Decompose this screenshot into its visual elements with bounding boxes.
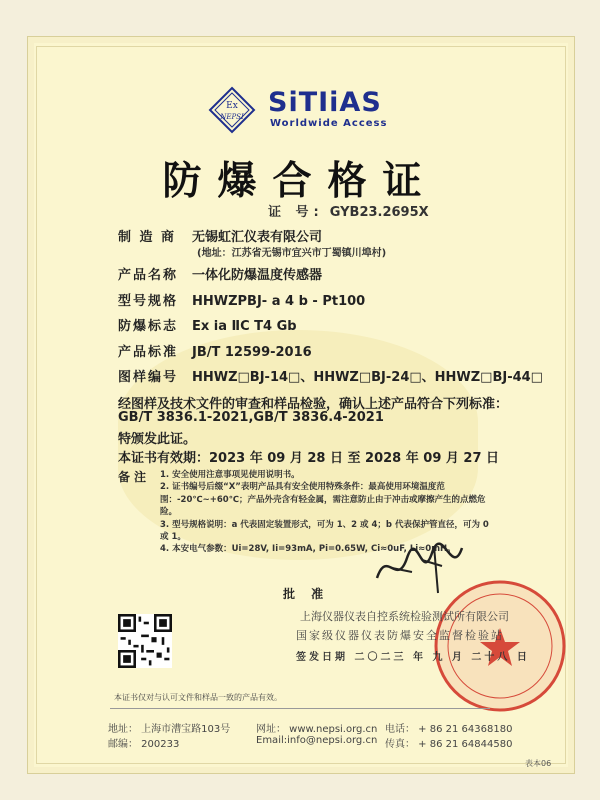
drawing-value: HHWZ□BJ-14□、HHWZ□BJ-24□、HHWZ□BJ-44□ bbox=[192, 370, 543, 385]
drawing-label: 图样编号 bbox=[118, 370, 179, 385]
model-row bbox=[118, 290, 365, 309]
note-item: 2. 证书编号后缀“X”表明产品具有安全使用特殊条件：最高使用环境温度范围：-20℃~+60℃；产品外壳含有轻金属，需注意防止由于冲击或摩擦产生的点燃危险。 bbox=[160, 482, 486, 518]
certificate-title: 防爆合格证 bbox=[162, 158, 438, 204]
manufacturer-row bbox=[118, 226, 322, 245]
sitiias-brand: SiTIiAS bbox=[268, 87, 382, 118]
issuer-name: 上海仪器仪表自控系统检验测试所有限公司 bbox=[300, 610, 509, 623]
product-row bbox=[118, 264, 322, 283]
validity-footnote: 本证书仅对与认可文件和样品一致的产品有效。 bbox=[114, 693, 282, 702]
qr-code-icon bbox=[118, 614, 172, 668]
model-label: 型号规格 bbox=[118, 294, 179, 309]
footer-website: 网址： www.nepsi.org.cn bbox=[256, 724, 378, 735]
standard-label: 产品标准 bbox=[118, 345, 179, 360]
sitiias-tagline: Worldwide Access bbox=[270, 118, 388, 129]
model-value: HHWZPBJ- a 4 b - Pt100 bbox=[192, 294, 366, 309]
certificate-number-label: 证 号: bbox=[268, 205, 324, 220]
note-item: 4. 本安电气参数：Ui=28V, Ii=93mA, Pi=0.65W, Ci≈0uF, Li≈0mH。 bbox=[160, 544, 456, 555]
certificate-number-value: GYB23.2695X bbox=[329, 205, 429, 220]
form-code: 表本06 bbox=[525, 759, 552, 768]
footer-email: Email:info@nepsi.org.cn bbox=[256, 735, 378, 746]
footer-phone: 电话： + 86 21 64368180 bbox=[385, 724, 513, 735]
notes-label: 备注 bbox=[118, 470, 151, 484]
svg-text:Ex: Ex bbox=[226, 101, 238, 111]
marking-row bbox=[118, 315, 297, 334]
manufacturer-address: (地址：江苏省无锡市宜兴市丁蜀镇川埠村) bbox=[197, 248, 387, 259]
standard-row bbox=[118, 341, 312, 360]
marking-value: Ex ia ⅡC T4 Gb bbox=[192, 319, 297, 334]
issuer-station: 国家级仪器仪表防爆安全监督检验站 bbox=[296, 629, 504, 642]
footer-postcode: 邮编： 200233 bbox=[108, 739, 180, 750]
approval-label: 批 准 bbox=[283, 587, 330, 601]
product-value: 一体化防爆温度传感器 bbox=[192, 268, 323, 283]
footer-address: 地址： 上海市漕宝路103号 bbox=[108, 724, 231, 735]
product-label: 产品名称 bbox=[118, 268, 179, 283]
footer-divider bbox=[110, 708, 490, 709]
validity-period: 本证书有效期：2023 年 09 月 28 日 至 2028 年 09 月 27 日 bbox=[118, 451, 500, 466]
certificate-number bbox=[268, 201, 429, 220]
official-seal-icon bbox=[430, 576, 570, 716]
header-logos bbox=[208, 84, 398, 136]
issue-date: 签发日期 二〇二三 年 九 月 二十八 日 bbox=[296, 652, 530, 663]
standard-value: JB/T 12599-2016 bbox=[192, 345, 312, 360]
marking-label: 防爆标志 bbox=[118, 319, 179, 334]
drawing-row bbox=[118, 366, 543, 385]
note-item: 3. 型号规格说明：a 代表固定装置形式，可为 1、2 或 4；b 代表保护管直径，可为 0 或 1。 bbox=[160, 519, 489, 543]
svg-text:NEPSI: NEPSI bbox=[220, 113, 244, 121]
note-item: 1. 安全使用注意事项见使用说明书。 bbox=[160, 470, 300, 480]
manufacturer-value: 无锡虹汇仪表有限公司 bbox=[192, 230, 323, 245]
conformity-standards: GB/T 3836.1-2021,GB/T 3836.4-2021 bbox=[118, 410, 384, 425]
manufacturer-label: 制 造 商 bbox=[118, 230, 177, 245]
conformity-statement: 经图样及技术文件的审查和样品检验，确认上述产品符合下列标准： bbox=[118, 397, 509, 412]
nepsi-logo-icon bbox=[208, 86, 256, 134]
conformity-issue: 特颁发此证。 bbox=[118, 432, 197, 447]
footer-fax: 传真： + 86 21 64844580 bbox=[385, 739, 513, 750]
